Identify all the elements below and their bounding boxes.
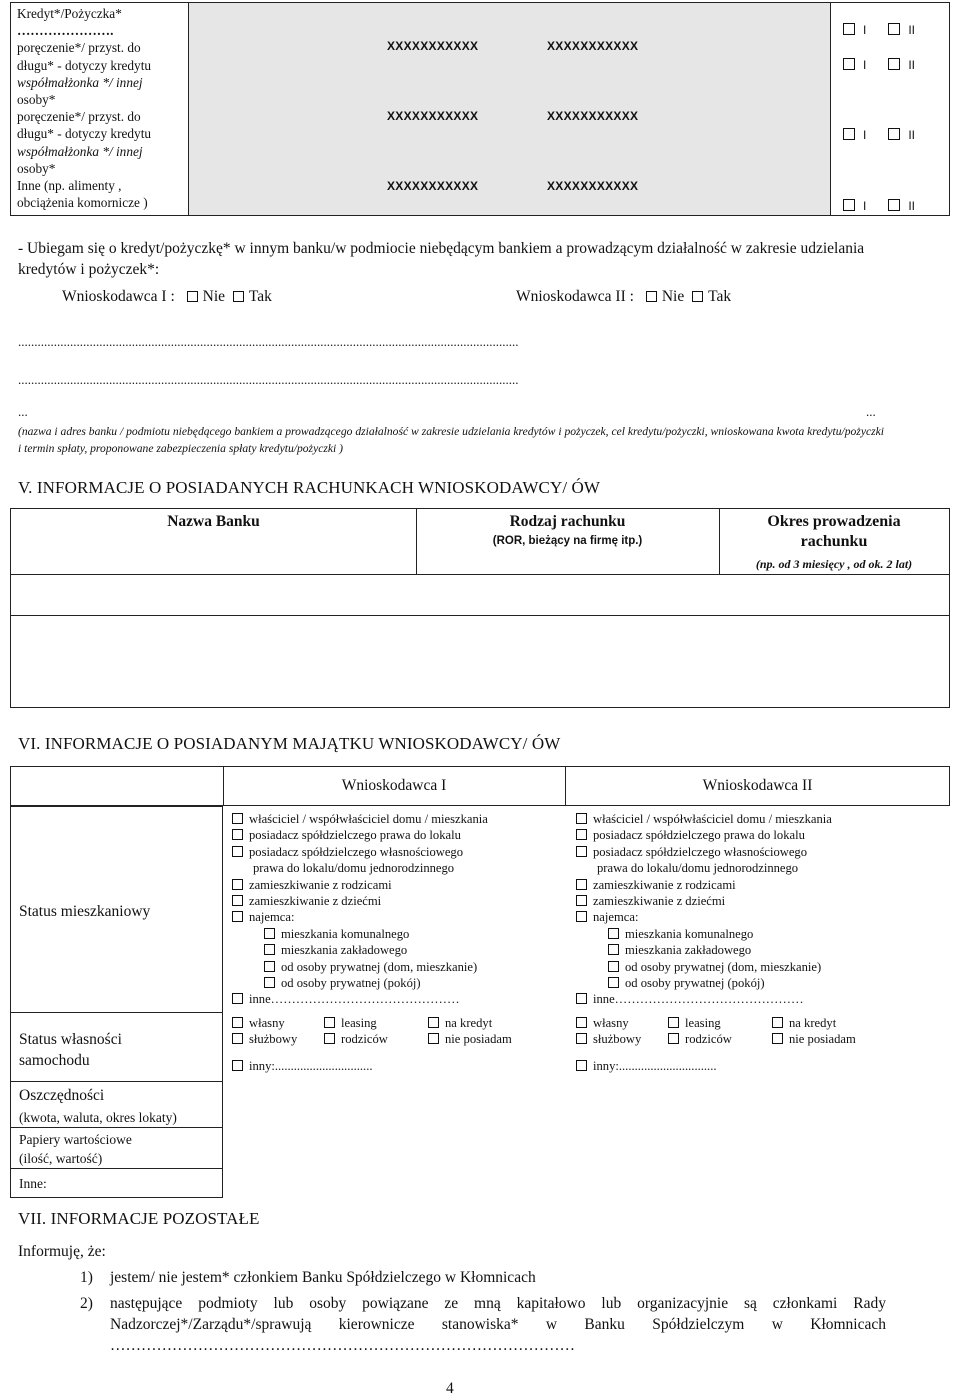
- roman-i: I: [863, 128, 867, 142]
- masked-value: XXXXXXXXXXX: [547, 109, 639, 123]
- obligation-line: długu* - dotyczy kredytu: [17, 126, 152, 142]
- other-assets-label: Inne:: [19, 1176, 47, 1191]
- obligation-line: osoby*: [17, 92, 56, 108]
- housing-option[interactable]: właściciel / współwłaściciel domu / mieszkania: [232, 811, 488, 827]
- obligation-line: długu* - dotyczy kredytu: [17, 57, 152, 73]
- housing-option[interactable]: posiadacz spółdzielczego prawa do lokalu: [232, 827, 461, 843]
- obligation-line: poręczenie*/ przyst. do: [17, 40, 141, 56]
- car-status-label-2: samochodu: [19, 1052, 90, 1069]
- applicant-1-checkbox[interactable]: [843, 199, 855, 211]
- declaration-intro: Informuję, że:: [18, 1243, 106, 1260]
- applicant-1-tak-checkbox[interactable]: [233, 291, 244, 302]
- section-6-title: VI. INFORMACJE O POSIADANYM MAJĄTKU WNIOSKODAWCY/ ÓW: [18, 734, 561, 753]
- car-option[interactable]: rodziców: [668, 1031, 732, 1047]
- housing-option-continuation: prawa do lokalu/domu jednorodzinnego: [597, 861, 799, 876]
- savings-label: Oszczędności: [19, 1087, 105, 1104]
- applicant-2-checkbox[interactable]: [888, 199, 900, 211]
- car-option[interactable]: leasing: [668, 1015, 721, 1031]
- obligation-line: Inne (np. alimenty ,: [17, 178, 122, 194]
- col-account-period-sub: (np. od 3 miesięcy , od ok. 2 lat): [755, 557, 913, 571]
- section-7-title: VII. INFORMACJE POZOSTAŁE: [18, 1209, 260, 1228]
- applicant-2-answer: [516, 288, 731, 306]
- tak-label: Tak: [708, 288, 732, 305]
- housing-other-option[interactable]: inne………………………………………: [232, 991, 460, 1007]
- page-number: 4: [446, 1380, 454, 1397]
- credit-obligations-table: [10, 2, 950, 216]
- housing-other-option[interactable]: inne………………………………………: [576, 991, 804, 1007]
- savings-sublabel: (kwota, waluta, okres lokaty): [19, 1110, 177, 1125]
- applicant-2-checkbox[interactable]: [888, 23, 900, 35]
- account-row[interactable]: [11, 576, 949, 614]
- other-banks-question: - Ubiegam się o kredyt/pożyczkę* w innym banku/w podmiocie niebędącym bankiem a prowadzącym działalność w zakresie udzielania kredytów i pożyczek*:: [18, 240, 865, 278]
- housing-option[interactable]: właściciel / współwłaściciel domu / mieszkania: [576, 811, 832, 827]
- section-5-title: V. INFORMACJE O POSIADANYCH RACHUNKACH WNIOSKODAWCY/ ÓW: [18, 478, 601, 497]
- masked-data-cell: [189, 3, 831, 215]
- roman-ii: II: [908, 199, 916, 213]
- col-account-type: Rodzaj rachunku: [509, 513, 626, 530]
- applicant-2-tak-checkbox[interactable]: [692, 291, 703, 302]
- accounts-table: [10, 508, 950, 708]
- housing-option[interactable]: mieszkania komunalnego: [264, 926, 409, 942]
- item-2-number: 2): [80, 1295, 93, 1312]
- obligation-types-cell: [11, 3, 189, 215]
- car-other-option[interactable]: inny:...............................: [576, 1058, 717, 1074]
- applicant-1-checkbox[interactable]: [843, 58, 855, 70]
- housing-option[interactable]: posiadacz spółdzielczego prawa do lokalu: [576, 827, 805, 843]
- fill-in-line[interactable]: ..........................................................................................................................................................: [18, 334, 519, 349]
- applicant-2-header: Wnioskodawca II: [702, 777, 813, 794]
- applicant-1-checkbox[interactable]: [843, 23, 855, 35]
- car-label-cell: [10, 1012, 223, 1082]
- col-bank-name: Nazwa Banku: [167, 513, 260, 530]
- housing-option[interactable]: najemca:: [576, 909, 638, 925]
- housing-option[interactable]: zamieszkiwanie z rodzicami: [576, 877, 736, 893]
- housing-label-cell: [10, 806, 223, 1013]
- car-option[interactable]: nie posiadam: [772, 1031, 856, 1047]
- other-banks-note: (nazwa i adres banku / podmiotu niebędącego bankiem a prowadzącego działalność w zakresie udzielania kredytów i pożyczek, cel kredytu/pożyczki, wnioskowana kwota kredytu/pożyczki i termin spłaty, proponowane zabezpieczenia spłaty kredytu/pożyczki ): [18, 425, 884, 455]
- assets-table: [10, 766, 950, 1198]
- fill-in-line[interactable]: ...: [18, 404, 28, 419]
- col-account-period: Okres prowadzenia: [767, 513, 901, 530]
- obligation-line: osoby*: [17, 160, 56, 176]
- housing-option[interactable]: posiadacz spółdzielczego własnościowego: [232, 844, 463, 860]
- nie-label: Nie: [202, 288, 226, 305]
- nie-label: Nie: [661, 288, 685, 305]
- account-row[interactable]: [11, 616, 949, 707]
- roman-i: I: [863, 23, 867, 37]
- item-2-text-2: Nadzorczej*/Zarządu*/sprawują kierownicze stanowiska* w Banku Spółdzielczym w Kłomnicach: [110, 1316, 886, 1333]
- housing-option[interactable]: od osoby prywatnej (pokój): [264, 975, 421, 991]
- item-1-text: jestem/ nie jestem* członkiem Banku Spółdzielczego w Kłomnicach: [110, 1269, 536, 1286]
- housing-option-continuation: prawa do lokalu/domu jednorodzinnego: [253, 861, 455, 876]
- car-option[interactable]: leasing: [324, 1015, 377, 1031]
- housing-option[interactable]: od osoby prywatnej (dom, mieszkanie): [608, 959, 821, 975]
- housing-option[interactable]: od osoby prywatnej (dom, mieszkanie): [264, 959, 477, 975]
- obligation-line: współmałżonka */ innej: [17, 143, 143, 159]
- securities-label: Papiery wartościowe: [19, 1132, 132, 1147]
- masked-value: XXXXXXXXXXX: [387, 179, 479, 193]
- masked-value: XXXXXXXXXXX: [387, 109, 479, 123]
- obligation-line: poręczenie*/ przyst. do: [17, 109, 141, 125]
- car-option[interactable]: nie posiadam: [428, 1031, 512, 1047]
- obligation-line: obciążenia komornicze ): [17, 195, 148, 211]
- car-option[interactable]: rodziców: [324, 1031, 388, 1047]
- car-option[interactable]: na kredyt: [428, 1015, 492, 1031]
- col-account-type-sub: (ROR, bieżący na firmę itp.): [492, 535, 643, 547]
- item-2-text: następujące podmioty lub osoby powiązane ze mną kapitałowo lub organizacyjnie są członkami Rady: [110, 1295, 886, 1312]
- car-option[interactable]: na kredyt: [772, 1015, 836, 1031]
- obligation-line: Kredyt*/Pożyczka*: [17, 6, 122, 21]
- car-other-option[interactable]: inny:...............................: [232, 1058, 373, 1074]
- roman-i: I: [863, 58, 867, 72]
- car-option[interactable]: własny: [232, 1015, 285, 1031]
- housing-option[interactable]: mieszkania komunalnego: [608, 926, 753, 942]
- applicant-1-label: Wnioskodawca I :: [62, 288, 175, 305]
- item-1-number: 1): [80, 1269, 93, 1286]
- applicant-1-checkbox[interactable]: [843, 128, 855, 140]
- securities-label-cell: [10, 1127, 223, 1169]
- item-2-fill-line[interactable]: ………………………………………………………………………………: [110, 1337, 575, 1354]
- housing-option[interactable]: najemca:: [232, 909, 294, 925]
- other-label-cell: [10, 1168, 223, 1198]
- applicant-checkbox-row: [843, 199, 915, 213]
- applicant-1-answer: [62, 288, 272, 306]
- housing-option[interactable]: mieszkania zakładowego: [608, 942, 751, 958]
- col-account-period-2: rachunku: [800, 533, 868, 550]
- housing-status-label: Status mieszkaniowy: [19, 903, 151, 920]
- housing-option[interactable]: zamieszkiwanie z dziećmi: [232, 893, 381, 909]
- car-option[interactable]: służbowy: [232, 1031, 297, 1047]
- applicant-checkbox-cell: [831, 3, 949, 215]
- applicant-1-header: Wnioskodawca I: [341, 777, 447, 794]
- applicant-2-checkbox[interactable]: [888, 58, 900, 70]
- roman-ii: II: [908, 23, 916, 37]
- obligation-line: współmałżonka */ innej: [17, 74, 143, 90]
- housing-option[interactable]: od osoby prywatnej (pokój): [608, 975, 765, 991]
- applicant-2-checkbox[interactable]: [888, 128, 900, 140]
- applicant-checkbox-row: [843, 58, 915, 72]
- savings-label-cell: [10, 1081, 223, 1128]
- roman-ii: II: [908, 58, 916, 72]
- housing-option[interactable]: posiadacz spółdzielczego własnościowego: [576, 844, 807, 860]
- securities-sublabel: (ilość, wartość): [19, 1151, 103, 1166]
- roman-ii: II: [908, 128, 916, 142]
- fill-in-line[interactable]: ..........................................................................................................................................................: [18, 372, 519, 387]
- tak-label: Tak: [248, 288, 272, 305]
- housing-option[interactable]: mieszkania zakładowego: [264, 942, 407, 958]
- masked-value: XXXXXXXXXXX: [387, 39, 479, 53]
- applicant-2-nie-checkbox[interactable]: [646, 291, 657, 302]
- applicant-checkbox-row: [843, 23, 915, 37]
- housing-option[interactable]: zamieszkiwanie z dziećmi: [576, 893, 725, 909]
- masked-value: XXXXXXXXXXX: [547, 179, 639, 193]
- applicant-checkbox-row: [843, 128, 915, 142]
- roman-i: I: [863, 199, 867, 213]
- car-option[interactable]: służbowy: [576, 1031, 641, 1047]
- housing-option[interactable]: zamieszkiwanie z rodzicami: [232, 877, 392, 893]
- car-status-label: Status własności: [19, 1031, 122, 1048]
- applicant-1-nie-checkbox[interactable]: [187, 291, 198, 302]
- obligation-line: ………………….: [17, 23, 114, 39]
- fill-in-line: ...: [866, 404, 876, 419]
- masked-value: XXXXXXXXXXX: [547, 39, 639, 53]
- applicant-2-label: Wnioskodawca II :: [516, 288, 634, 305]
- car-option[interactable]: własny: [576, 1015, 629, 1031]
